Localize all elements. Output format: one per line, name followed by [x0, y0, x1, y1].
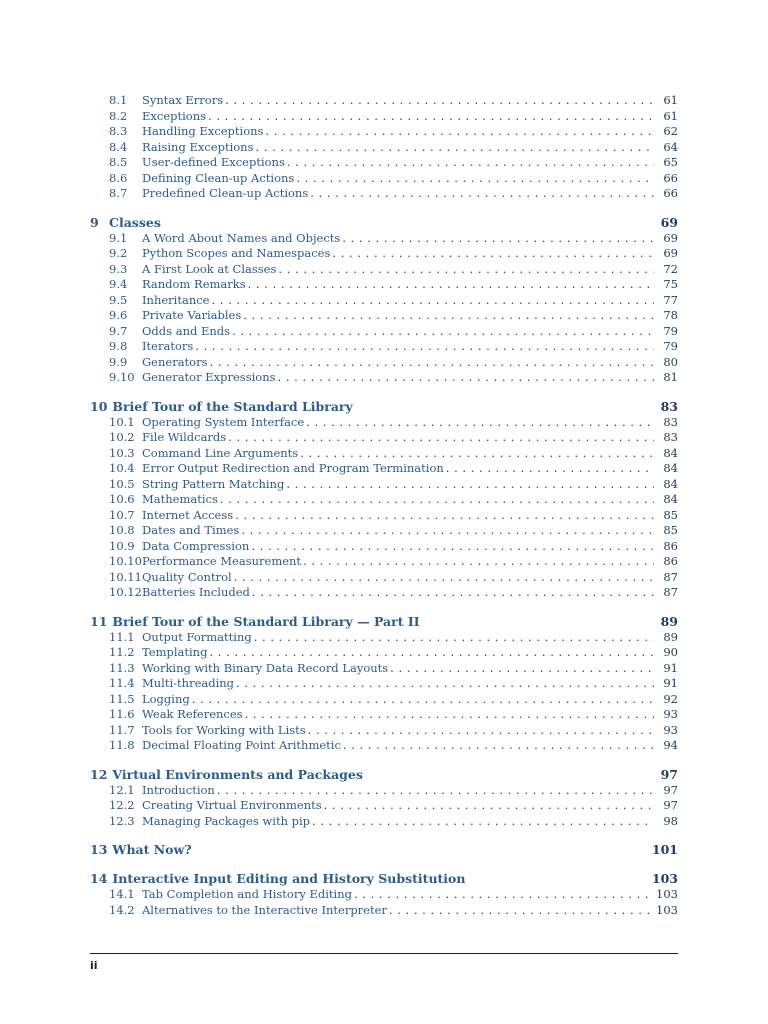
toc-entry-page[interactable]: 83 — [663, 414, 678, 429]
dot-leader — [389, 903, 654, 919]
toc-entry-number: 8.6 — [109, 170, 128, 185]
toc-entry-number: 9.7 — [109, 323, 128, 338]
toc-chapter-page[interactable]: 101 — [651, 842, 678, 857]
toc-entry-page[interactable]: 97 — [663, 798, 678, 812]
toc-entry-title[interactable]: String Pattern Matching — [142, 476, 285, 491]
dot-leader — [248, 277, 654, 293]
toc-entry-title[interactable]: Private Variables — [142, 308, 242, 322]
dot-leader — [228, 430, 654, 446]
toc-entry[interactable] — [90, 370, 678, 386]
toc-entry-title[interactable]: Generator Expressions — [142, 370, 276, 384]
toc-chapter-title[interactable]: Interactive Input Editing and History Substitution — [112, 871, 466, 886]
toc-entry[interactable] — [90, 707, 678, 723]
toc-chapter-title[interactable]: Classes — [109, 214, 161, 230]
dot-leader — [332, 246, 654, 262]
toc-entry[interactable] — [90, 814, 678, 830]
toc-entry-page[interactable]: 93 — [663, 707, 678, 721]
toc-entry-number: 11.1 — [109, 629, 135, 644]
toc-entry-page[interactable]: 94 — [663, 738, 678, 752]
dot-leader — [235, 508, 654, 524]
toc-entry-number: 12.3 — [109, 813, 135, 828]
toc-entry[interactable] — [90, 339, 678, 355]
toc-chapter-page[interactable]: 103 — [651, 871, 678, 886]
toc-entry-page[interactable]: 77 — [663, 292, 678, 307]
dot-leader — [278, 262, 654, 278]
toc-entry-page[interactable]: 86 — [663, 538, 678, 553]
dot-leader — [195, 339, 654, 355]
toc-entry-title[interactable]: Handling Exceptions — [142, 124, 264, 138]
toc-entry-page[interactable]: 87 — [663, 569, 678, 584]
toc-entry-page[interactable]: 66 — [663, 186, 678, 200]
toc-chapter-number: 9 — [90, 214, 99, 230]
dot-leader — [306, 415, 654, 431]
toc-entry-page[interactable]: 92 — [663, 691, 678, 706]
toc-entry[interactable] — [90, 508, 678, 524]
toc-chapter[interactable] — [90, 613, 678, 630]
toc-chapter[interactable] — [90, 214, 678, 231]
toc-entry-page[interactable]: 64 — [663, 139, 678, 154]
toc-entry-title[interactable]: Internet Access — [142, 507, 234, 522]
toc-entry-number: 11.3 — [109, 660, 135, 675]
dot-leader — [225, 93, 654, 109]
toc-entry-page[interactable]: 61 — [663, 93, 678, 107]
toc-chapter[interactable] — [90, 766, 678, 783]
toc-entry-number: 10.6 — [109, 492, 135, 506]
toc-entry-page[interactable]: 62 — [663, 124, 678, 138]
toc-entry-page[interactable]: 87 — [663, 585, 678, 599]
toc-chapter-number: 14 — [90, 871, 108, 886]
toc-chapter[interactable] — [90, 841, 678, 858]
toc-entry-title[interactable]: Predefined Clean-up Actions — [142, 186, 309, 200]
dot-leader — [390, 661, 654, 677]
toc-entry-title[interactable]: Operating System Interface — [142, 414, 305, 429]
toc-entry-number: 11.4 — [109, 676, 135, 690]
toc-entry[interactable] — [90, 661, 678, 677]
toc-entry-number: 10.5 — [109, 476, 135, 491]
toc-entry-number: 11.8 — [109, 738, 135, 752]
toc-chapter-title[interactable]: Brief Tour of the Standard Library — Part II — [112, 613, 420, 629]
toc-entry[interactable] — [90, 461, 678, 477]
dot-leader — [232, 324, 654, 340]
toc-entry-page[interactable]: 69 — [663, 246, 678, 260]
dot-leader — [255, 140, 654, 156]
dot-leader — [251, 539, 654, 555]
toc-chapter-number: 11 — [90, 613, 108, 629]
dot-leader — [303, 554, 654, 570]
toc-entry-number: 9.3 — [109, 261, 128, 276]
toc-entry-page[interactable]: 98 — [663, 813, 678, 828]
toc-entry-page[interactable]: 75 — [663, 277, 678, 291]
toc-chapter-title[interactable]: Brief Tour of the Standard Library — [112, 398, 353, 414]
toc-entry-title[interactable]: Performance Measurement — [142, 554, 302, 568]
toc-entry[interactable] — [90, 171, 678, 187]
toc-entry-number: 9.9 — [109, 354, 128, 369]
toc-entry-page[interactable]: 81 — [663, 370, 678, 384]
toc-entry-page[interactable]: 85 — [663, 507, 678, 522]
toc-entry-number: 9.4 — [109, 277, 128, 291]
toc-entry[interactable] — [90, 887, 678, 903]
toc-entry-title[interactable]: Output Formatting — [142, 629, 252, 644]
toc-entry-title[interactable]: Random Remarks — [142, 277, 246, 291]
toc-entry-title[interactable]: File Wildcards — [142, 430, 227, 444]
toc-entry-title[interactable]: Multi-threading — [142, 676, 235, 690]
dot-leader — [209, 645, 654, 661]
toc-entry-number: 9.6 — [109, 308, 128, 322]
toc-entry-page[interactable]: 103 — [656, 887, 678, 901]
toc-entry-page[interactable]: 97 — [663, 782, 678, 797]
dot-leader — [310, 186, 654, 202]
toc-entry-number: 8.7 — [109, 186, 128, 200]
toc-entry-page[interactable]: 80 — [663, 354, 678, 369]
toc-entry-page[interactable]: 93 — [663, 722, 678, 737]
toc-chapter[interactable] — [90, 398, 678, 415]
toc-entry-page[interactable]: 65 — [663, 155, 678, 169]
dot-leader — [324, 798, 654, 814]
toc-entry[interactable] — [90, 523, 678, 539]
toc-chapter-number: 13 — [90, 842, 108, 857]
dot-leader — [241, 523, 654, 539]
toc-entry[interactable] — [90, 645, 678, 661]
toc-entry-title[interactable]: Python Scopes and Namespaces — [142, 246, 331, 260]
toc-entry-page[interactable]: 84 — [663, 476, 678, 491]
toc-entry-number: 9.1 — [109, 230, 128, 245]
toc-entry[interactable] — [90, 246, 678, 262]
toc-entry[interactable] — [90, 738, 678, 754]
toc-entry-number: 8.3 — [109, 124, 128, 138]
toc-entry-title[interactable]: Templating — [142, 645, 208, 659]
toc-entry-page[interactable]: 79 — [663, 339, 678, 353]
toc-entry-title[interactable]: Alternatives to the Interactive Interpreter — [142, 902, 387, 917]
dot-leader — [211, 293, 654, 309]
toc-entry-title[interactable]: Inheritance — [142, 292, 210, 307]
dot-leader — [254, 630, 654, 646]
dot-leader — [354, 887, 654, 903]
toc-entry-page[interactable]: 83 — [663, 430, 678, 444]
toc-entry-number: 8.5 — [109, 155, 128, 169]
toc-entry[interactable] — [90, 262, 678, 278]
toc-entry-title[interactable]: Defining Clean-up Actions — [142, 170, 295, 185]
toc-entry[interactable] — [90, 676, 678, 692]
toc-entry-title[interactable]: Batteries Included — [142, 585, 250, 599]
toc-entry-page[interactable]: 103 — [656, 902, 678, 917]
toc-entry-title[interactable]: Raising Exceptions — [142, 139, 254, 154]
dot-leader — [446, 461, 654, 477]
toc-entry-title[interactable]: Decimal Floating Point Arithmetic — [142, 738, 341, 752]
table-of-contents — [90, 93, 678, 918]
dot-leader — [312, 814, 654, 830]
toc-entry-title[interactable]: Introduction — [142, 782, 215, 797]
toc-entry[interactable] — [90, 723, 678, 739]
toc-chapter-number: 10 — [90, 398, 108, 414]
toc-entry[interactable] — [90, 93, 678, 109]
dot-leader — [300, 446, 654, 462]
toc-entry-number: 10.7 — [109, 507, 135, 522]
toc-entry[interactable] — [90, 446, 678, 462]
toc-entry-number: 11.6 — [109, 707, 135, 721]
toc-entry-title[interactable]: Dates and Times — [142, 523, 240, 537]
toc-entry-title[interactable]: Tab Completion and History Editing — [142, 887, 352, 901]
toc-entry[interactable] — [90, 293, 678, 309]
toc-entry-number: 11.2 — [109, 645, 135, 659]
toc-entry-title[interactable]: A Word About Names and Objects — [142, 230, 341, 245]
dot-leader — [252, 585, 654, 601]
footer-rule — [90, 953, 678, 954]
toc-entry-number: 10.11 — [109, 569, 142, 584]
toc-entry[interactable] — [90, 585, 678, 601]
toc-chapter-page[interactable]: 97 — [660, 766, 678, 782]
toc-entry-title[interactable]: User-defined Exceptions — [142, 155, 285, 169]
toc-chapter-page[interactable]: 83 — [660, 398, 678, 414]
toc-entry-number: 10.8 — [109, 523, 135, 537]
dot-leader — [210, 355, 654, 371]
toc-entry-page[interactable]: 86 — [663, 554, 678, 568]
toc-entry-number: 8.2 — [109, 108, 128, 123]
toc-entry[interactable] — [90, 355, 678, 371]
toc-entry-title[interactable]: Generators — [142, 354, 208, 369]
toc-entry[interactable] — [90, 186, 678, 202]
toc-entry-title[interactable]: Command Line Arguments — [142, 445, 299, 460]
dot-leader — [192, 692, 654, 708]
toc-entry-number: 8.1 — [109, 93, 128, 107]
toc-entry-number: 12.1 — [109, 782, 135, 797]
toc-entry-page[interactable]: 91 — [663, 660, 678, 675]
toc-entry[interactable] — [90, 155, 678, 171]
toc-entry-number: 8.4 — [109, 139, 128, 154]
toc-entry-page[interactable]: 79 — [663, 323, 678, 338]
toc-entry[interactable] — [90, 277, 678, 293]
toc-entry[interactable] — [90, 231, 678, 247]
footer-page-number: ii — [90, 959, 98, 972]
toc-entry-title[interactable]: Tools for Working with Lists — [142, 722, 306, 737]
toc-entry[interactable] — [90, 430, 678, 446]
toc-entry-title[interactable]: Managing Packages with pip — [142, 813, 311, 828]
toc-entry[interactable] — [90, 415, 678, 431]
toc-entry-number: 9.10 — [109, 370, 135, 384]
toc-entry-title[interactable]: Creating Virtual Environments — [142, 798, 322, 812]
dot-leader — [287, 155, 654, 171]
toc-entry[interactable] — [90, 692, 678, 708]
toc-entry[interactable] — [90, 798, 678, 814]
toc-entry-page[interactable]: 78 — [663, 308, 678, 322]
toc-chapter-number: 12 — [90, 766, 108, 782]
toc-entry-page[interactable]: 84 — [663, 461, 678, 475]
dot-leader — [286, 477, 654, 493]
dot-leader — [296, 171, 654, 187]
toc-entry[interactable] — [90, 140, 678, 156]
dot-leader — [234, 570, 654, 586]
dot-leader — [342, 231, 654, 247]
toc-entry-page[interactable]: 90 — [663, 645, 678, 659]
toc-entry-page[interactable]: 89 — [663, 629, 678, 644]
toc-chapter-page[interactable]: 89 — [660, 613, 678, 629]
toc-entry-page[interactable]: 66 — [663, 170, 678, 185]
dot-leader — [278, 370, 654, 386]
dot-leader — [245, 707, 654, 723]
dot-leader — [308, 723, 654, 739]
toc-entry-page[interactable]: 72 — [663, 261, 678, 276]
toc-entry-number: 10.4 — [109, 461, 135, 475]
toc-entry[interactable] — [90, 308, 678, 324]
toc-entry-number: 10.1 — [109, 414, 135, 429]
toc-entry[interactable] — [90, 492, 678, 508]
toc-entry-page[interactable]: 84 — [663, 492, 678, 506]
toc-entry-title[interactable]: Syntax Errors — [142, 93, 224, 107]
dot-leader — [220, 492, 654, 508]
toc-entry-number: 14.2 — [109, 902, 135, 917]
dot-leader — [236, 676, 654, 692]
toc-entry-title[interactable]: Data Compression — [142, 538, 250, 553]
toc-entry[interactable] — [90, 324, 678, 340]
toc-entry-number: 11.5 — [109, 691, 135, 706]
toc-entry-page[interactable]: 91 — [663, 676, 678, 690]
toc-entry-title[interactable]: A First Look at Classes — [142, 261, 277, 276]
toc-entry[interactable] — [90, 109, 678, 125]
toc-entry-title[interactable]: Working with Binary Data Record Layouts — [142, 660, 389, 675]
toc-entry-number: 11.7 — [109, 722, 135, 737]
toc-entry-title[interactable]: Odds and Ends — [142, 323, 231, 338]
dot-leader — [217, 783, 654, 799]
toc-entry[interactable] — [90, 570, 678, 586]
toc-entry-number: 10.9 — [109, 538, 135, 553]
toc-entry[interactable] — [90, 539, 678, 555]
dot-leader — [343, 738, 654, 754]
toc-entry-number: 9.8 — [109, 339, 128, 353]
toc-entry-number: 10.3 — [109, 445, 135, 460]
toc-chapter-title[interactable]: Virtual Environments and Packages — [112, 766, 363, 782]
toc-entry[interactable] — [90, 630, 678, 646]
toc-entry-title[interactable]: Exceptions — [142, 108, 207, 123]
dot-leader — [208, 109, 654, 125]
toc-chapter-page[interactable]: 69 — [660, 214, 678, 230]
toc-entry-number: 14.1 — [109, 887, 135, 901]
toc-entry-title[interactable]: Quality Control — [142, 569, 232, 584]
toc-entry-title[interactable]: Iterators — [142, 339, 194, 353]
dot-leader — [265, 124, 654, 140]
toc-entry-number: 9.2 — [109, 246, 128, 260]
toc-entry-number: 10.12 — [109, 585, 142, 599]
toc-entry-page[interactable]: 84 — [663, 445, 678, 460]
toc-entry-page[interactable]: 61 — [663, 108, 678, 123]
toc-entry[interactable] — [90, 783, 678, 799]
toc-entry-number: 10.10 — [109, 554, 142, 568]
toc-entry-title[interactable]: Weak References — [142, 707, 243, 721]
toc-entry-title[interactable]: Error Output Redirection and Program Termination — [142, 461, 444, 475]
toc-entry-title[interactable]: Mathematics — [142, 492, 218, 506]
toc-entry[interactable] — [90, 477, 678, 493]
toc-entry-title[interactable]: Logging — [142, 691, 190, 706]
toc-chapter[interactable] — [90, 870, 678, 887]
toc-entry[interactable] — [90, 554, 678, 570]
toc-entry-number: 9.5 — [109, 292, 128, 307]
toc-entry-number: 10.2 — [109, 430, 135, 444]
toc-entry[interactable] — [90, 903, 678, 919]
dot-leader — [243, 308, 654, 324]
toc-entry-page[interactable]: 85 — [663, 523, 678, 537]
toc-chapter-title[interactable]: What Now? — [112, 842, 192, 857]
toc-entry[interactable] — [90, 124, 678, 140]
toc-entry-number: 12.2 — [109, 798, 135, 812]
toc-entry-page[interactable]: 69 — [663, 230, 678, 245]
